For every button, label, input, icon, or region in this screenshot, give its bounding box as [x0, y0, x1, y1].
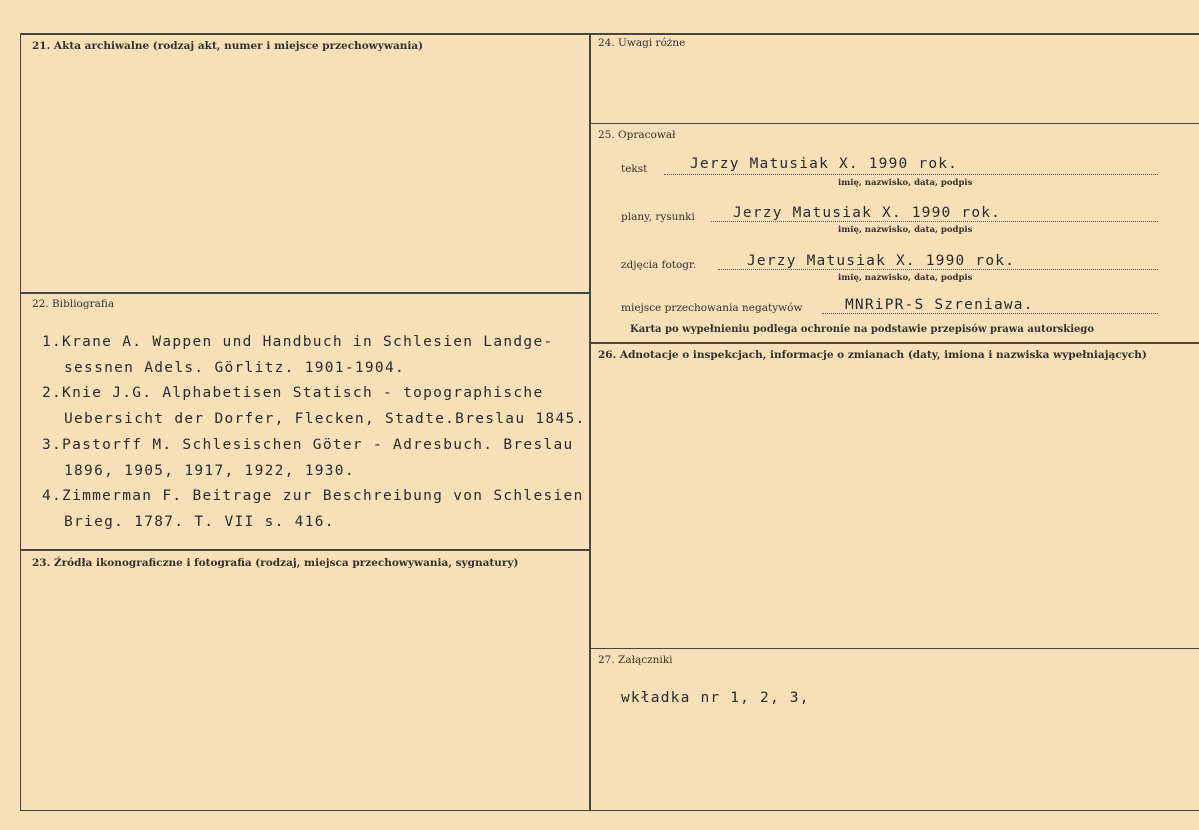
zdjecia-dotted-line	[718, 269, 1158, 270]
negatywy-value: MNRiPR-S Szreniawa.	[845, 297, 1034, 313]
copyright-notice: Karta po wypełnieniu podlega ochronie na podstawie przepisów prawa autorskiego	[630, 324, 1095, 335]
section-27-label: 27. Załączniki	[598, 654, 673, 666]
tekst-caption: imię, nazwisko, data, podpis	[838, 178, 973, 188]
bottom-border-line	[20, 810, 1199, 811]
bibliography-line: Brieg. 1787. T. VII s. 416.	[64, 513, 335, 530]
bibliography-line: 3.Pastorff M. Schlesischen Göter - Adresbuch. Breslau	[42, 436, 574, 453]
plany-dotted-line	[711, 221, 1158, 222]
top-border-line	[20, 33, 1199, 35]
bibliography-line: 2.Knie J.G. Alphabetisen Statisch - topographische	[42, 385, 544, 402]
divider-25-26	[590, 342, 1199, 344]
bibliography-line: 1.Krane A. Wappen und Handbuch in Schlesien Landge-	[42, 334, 554, 350]
divider-21-22	[20, 292, 590, 294]
section-26-label: 26. Adnotacje o inspekcjach, informacje o zmianach (daty, imiona i nazwiska wypełniających)	[598, 349, 1147, 361]
plany-value: Jerzy Matusiak X. 1990 rok.	[733, 205, 1002, 221]
section-24-label: 24. Uwagi różne	[598, 37, 686, 49]
section-25-label: 25. Opracował	[598, 129, 676, 141]
zdjecia-label: zdjęcia fotogr.	[621, 259, 697, 271]
attachments-value: wkładka nr 1, 2, 3,	[621, 690, 810, 706]
zdjecia-caption: imię, nazwisko, data, podpis	[838, 273, 973, 283]
section-22-label: 22. Bibliografia	[32, 298, 115, 310]
tekst-dotted-line	[664, 174, 1158, 175]
section-23-label: 23. Źródła ikonograficzne i fotografia (rodzaj, miejsca przechowywania, sygnatury)	[32, 557, 519, 569]
center-divider-line	[589, 33, 591, 810]
negatywy-label: miejsce przechowania negatywów	[621, 302, 803, 314]
bibliography-list	[42, 330, 586, 536]
tekst-value: Jerzy Matusiak X. 1990 rok.	[690, 156, 959, 172]
zdjecia-value: Jerzy Matusiak X. 1990 rok.	[747, 253, 1016, 269]
bibliography-line: 4.Zimmerman F. Beitrage zur Beschreibung von Schlesien	[42, 488, 584, 505]
tekst-label: tekst	[621, 163, 648, 175]
bibliography-line: 1896, 1905, 1917, 1922, 1930.	[64, 462, 355, 479]
divider-26-27	[590, 648, 1199, 649]
bibliography-line: sessnen Adels. Görlitz. 1901-1904.	[64, 359, 406, 376]
left-border-line	[20, 33, 21, 810]
plany-label: plany, rysunki	[621, 211, 695, 223]
negatywy-dotted-line	[822, 313, 1158, 314]
divider-22-23	[20, 549, 590, 551]
section-21-label: 21. Akta archiwalne (rodzaj akt, numer i miejsce przechowywania)	[32, 40, 424, 52]
bibliography-line: Uebersicht der Dorfer, Flecken, Stadte.Breslau 1845.	[64, 411, 586, 428]
plany-caption: imię, nazwisko, data, podpis	[838, 225, 973, 235]
divider-24-25	[590, 123, 1199, 124]
